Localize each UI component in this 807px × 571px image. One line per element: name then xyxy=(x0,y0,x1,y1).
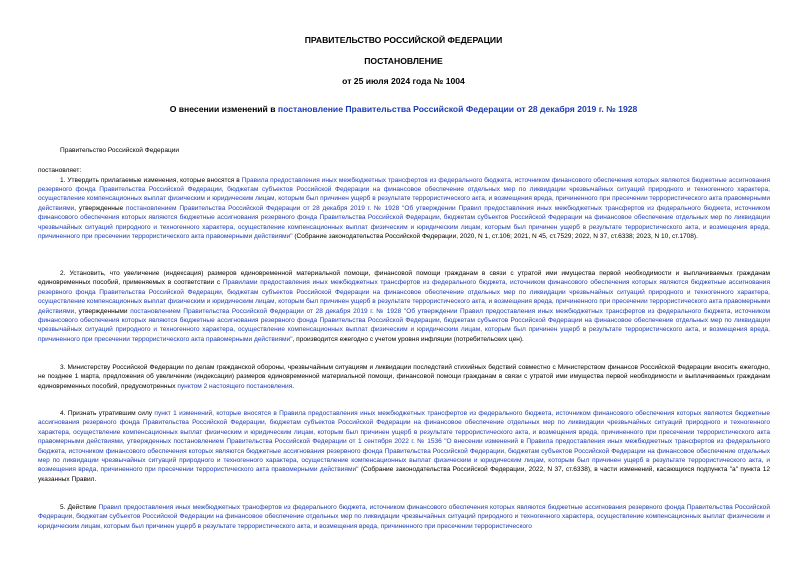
paragraph-3-point-link[interactable]: пунктом 2 настоящего постановления xyxy=(177,382,293,390)
subject-prefix: О внесении изменений в xyxy=(169,104,278,114)
issuer: Правительство Российской Федерации xyxy=(60,147,180,154)
paragraph-1-rules-link[interactable]: Правила предоставления иных межбюджетных трансфертов из федерального бюджета, источником финансового обеспечения которых являются бюджетные ассигнования резервного фонда Правительства Российской Федерации, бюджетам субъектов Российской Федерации на финансовое обеспечение отдельных мер по ликвидации чрезвычайных ситуаций природного и техногенного характера, осуществление компенсационных выплат физическим и юридическим лицам, которым был причинен ущерб в результате террористического акта, и возмещения вреда, причиненного при пресечении террористического акта правомерными действиями xyxy=(38,176,770,212)
paragraph-4-changes-link[interactable]: пункт 1 изменений, которые вносятся в Правила предоставления иных межбюджетных трансфертов из федерального бюджета, источником финансового обеспечения которых являются бюджетные ассигнования резервного фонда Правительства Российской Федерации, бюджетам субъектов Российской Федерации на финансовое обеспечение отдельных мер по ликвидации чрезвычайных ситуаций природного и техногенного характера, осуществление компенсационных выплат физическим и юридическим лицам, которым был причинен ущерб в результате террористического акта, и возмещения вреда, причиненного при пресечении террористического акта правомерными действиями, утвержденных постановлением Правительства Российской Федерации от 1 сентября 2022 г. № 1536 "О внесении изменений в Правила предоставления иных межбюджетных трансфертов из федерального бюджета, источником финансового обеспечения которых являются бюджетные ассигнования резервного фонда Правительства Российской Федерации, бюджетам субъектов Российской Федерации на финансовое обеспечение отдельных мер по ликвидации чрезвычайных ситуаций природного и техногенного характера, осуществление компенсационных выплат физическим и юридическим лицам, которым был причинен ущерб в результате террористического акта, и возмещения вреда, причиненного при пресечении террористического акта правомерными действиями" xyxy=(38,410,770,474)
paragraph-2-rules-link[interactable]: Правилами предоставления иных межбюджетных трансфертов из федерального бюджета, источником финансового обеспечения которых являются бюджетные ассигнования резервного фонда Правительства Российской Федерации, бюджетам субъектов Российской Федерации на финансовое обеспечение отдельных мер по ликвидации чрезвычайных ситуаций природного и техногенного характера, осуществление компенсационных выплат физическим и юридическим лицам, которым был причинен ущерб в результате террористического акта, и возмещения вреда, причиненного при пресечении террористического акта правомерными действиями xyxy=(38,279,770,315)
document-subject xyxy=(0,104,807,115)
paragraph-3 xyxy=(38,363,770,391)
paragraph-1-text: (Собрание законодательства Российской Федерации, 2020, N 1, ст.106; 2021, N 45, ст.7529; 2022, N 37, ст.6338; 2023, N 10, ст.1708). xyxy=(292,232,698,240)
paragraph-2-decree-link[interactable]: постановлением Правительства Российской Федерации от 28 декабря 2019 г. № 1928 "Об утверждении Правил предоставления иных межбюджетных трансфертов из федерального бюджета, источником финансового обеспечения которых являются бюджетные ассигнования резервного фонда Правительства Российской Федерации, бюджетам субъектов Российской Федерации на финансовое обеспечение отдельных мер по ликвидации чрезвычайных ситуаций природного и техногенного характера, осуществление компенсационных выплат физическим и юридическим лицам, которым был причинен ущерб в результате террористического акта, и возмещения вреда, причиненного при пресечении террористического акта правомерными действиями" xyxy=(38,307,771,343)
document-type: ПОСТАНОВЛЕНИЕ xyxy=(364,56,443,66)
decree-word: постановляет: xyxy=(38,167,82,174)
paragraph-5-rules-link[interactable]: Правил предоставления иных межбюджетных трансфертов из федерального бюджета, источником финансового обеспечения которых являются бюджетные ассигнования резервного фонда Правительства Российской Федерации, бюджетам субъектов Российской Федерации на финансовое обеспечение отдельных мер по ликвидации чрезвычайных ситуаций природного и техногенного характера, осуществление компенсационных выплат физическим и юридическим лицам, которым был причинен ущерб в результате террористического акта, и возмещения вреда, причиненного при пресечении террористического xyxy=(38,504,770,530)
paragraph-1-decree-link[interactable]: постановлением Правительства Российской Федерации от 28 декабря 2019 г. № 1928 "Об утверждении Правил предоставления иных межбюджетных трансфертов из федерального бюджета, источником финансового обеспечения которых являются бюджетные ассигнования резервного фонда Правительства Российской Федерации, бюджетам субъектов Российской Федерации на финансовое обеспечение отдельных мер по ликвидации чрезвычайных ситуаций природного и техногенного характера, осуществление компенсационных выплат физическим и юридическим лицам, которым был причинен ущерб в результате террористического акта, и возмещения вреда, причиненного при пресечении террористического акта правомерными действиями" xyxy=(38,204,771,240)
paragraph-2-text: , производится ежегодно с учетом уровня инфляции (потребительских цен). xyxy=(292,335,524,343)
paragraph-1 xyxy=(38,176,770,242)
document-date-number: от 25 июля 2024 года № 1004 xyxy=(342,76,465,86)
paragraph-5-text: 5. Действие xyxy=(60,504,99,511)
subject-amended-decree-link[interactable]: постановление Правительства Российской Федерации от 28 декабря 2019 г. № 1928 xyxy=(277,104,638,114)
paragraph-3-text: . xyxy=(292,382,295,390)
paragraph-2-text: 2. Установить, что увеличение (индексация) размеров единовременной материальной помощи, финансовой помощи гражданам в связи с утратой ими имущества первой необходимости и выплачиваемых гражданам единовременных пособий, применяемых в соответствии с xyxy=(38,270,770,287)
paragraph-5 xyxy=(38,503,770,531)
paragraph-2-text: , утвержденными xyxy=(74,307,131,315)
paragraph-4-text: 4. Признать утратившим силу xyxy=(60,410,155,417)
paragraph-1-text: 1. Утвердить прилагаемые изменения, которые вносятся в xyxy=(60,176,242,184)
government-name: ПРАВИТЕЛЬСТВО РОССИЙСКОЙ ФЕДЕРАЦИИ xyxy=(304,35,503,45)
paragraph-4 xyxy=(38,409,770,484)
paragraph-2 xyxy=(38,269,770,344)
paragraph-4-text: (Собрание законодательства Российской Федерации, 2022, N 37, ст.6338), в части изменений, касающихся подпункта "а" пункта 12 указанных Правил. xyxy=(38,466,770,483)
paragraph-3-text: 3. Министерству Российской Федерации по делам гражданской обороны, чрезвычайным ситуациям и ликвидации последствий стихийных бедствий совместно с Министерством финансов Российской Федерации вносить ежегодно, не позднее 1 марта, предложения об увеличении (индексации) размеров единовременной материальной помощи, финансовой помощи гражданам в связи с утратой ими имущества первой необходимости и выплачиваемых гражданам единовременных пособий, предусмотренных xyxy=(38,364,770,390)
paragraph-1-text: , утвержденные xyxy=(74,204,127,212)
